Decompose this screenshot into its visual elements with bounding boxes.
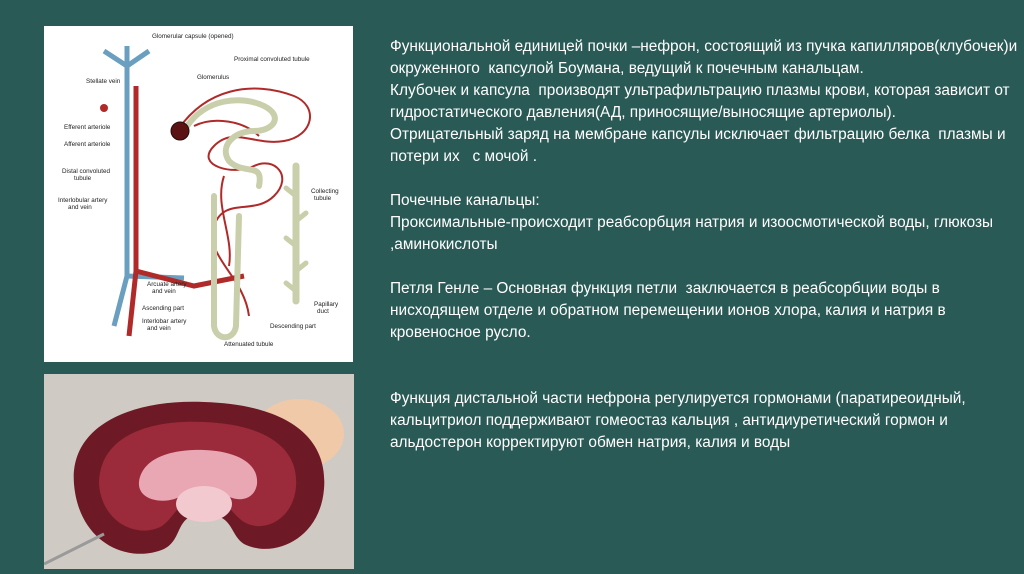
kidney-illustration xyxy=(44,374,354,569)
label-descending: Descending part xyxy=(270,323,316,330)
proximal-tubule xyxy=(184,100,275,186)
capillary-network xyxy=(174,89,310,316)
text-panel xyxy=(390,36,1020,454)
label-attenuated: Attenuated tubule xyxy=(224,341,274,348)
paragraph-tubules-heading: Почечные канальцы: xyxy=(390,192,540,209)
nephron-diagram: Glomerular capsule (opened) Proximal convoluted tubule Stellate vein Glomerulus Efferent arteriole Afferent arteriole Distal convoluted tubule Interlobular artery and vein Collecting tubule Arcuate artery and vein Ascending part Interlobar artery and vein Papillary duct Descending part Attenuated tubule xyxy=(44,26,353,362)
label-arcuate: Arcuate artery xyxy=(147,281,187,288)
label-glomerulus: Glomerulus xyxy=(197,74,230,81)
paragraph-distal: Функция дистальной части нефрона регулируется гормонами (паратиреоидный, кальцитриол поддерживают гомеостаз кальция , антидиуретический гормон и альдостерон корректируют обмен натрия, калия и воды xyxy=(390,390,970,451)
label-glomerular-capsule: Glomerular capsule (opened) xyxy=(152,33,234,40)
label-stellate-vein: Stellate vein xyxy=(86,78,121,85)
label-proximal-tubule: Proximal convoluted tubule xyxy=(234,56,310,63)
glomerulus xyxy=(171,122,189,140)
label-distal-tubule: Distal convoluted xyxy=(62,168,110,175)
paragraph-charge: Отрицательный заряд на мембране капсулы исключает фильтрацию белка плазмы и потери их с мочой . xyxy=(390,126,1010,165)
paragraph-henle-loop: Петля Генле – Основная функция петли заключается в реабсорбции воды в нисходящем отделе и обратном перемещении ионов хлора, калия и натрия в кровеносное русло. xyxy=(390,280,950,341)
paragraph-nephron: Функциональной единицей почки –нефрон, состоящий из пучка капилляров(клубочек)и окруженного капсулой Боумана, ведущий к почечным канальцам. xyxy=(390,38,1022,77)
label-collecting-tubule: Collecting xyxy=(311,188,339,195)
paragraph-proximal: Проксимальные-происходит реабсорбция натрия и изоосмотической воды, глюкозы ,аминокислоты xyxy=(390,214,998,253)
label-interlobar: Interlobar artery xyxy=(142,318,187,325)
label-interlobular: Interlobular artery xyxy=(58,197,108,204)
label-papillary-duct: Papillary xyxy=(314,301,339,308)
label-afferent-arteriole: Afferent arteriole xyxy=(64,141,111,148)
kidney-photo xyxy=(44,374,354,569)
label-efferent-arteriole: Efferent arteriole xyxy=(64,124,111,131)
paragraph-ultrafiltration: Клубочек и капсула производят ультрафильтрацию плазмы крови, которая зависит от гидростатического давления(АД, приносящие/выносящие артериолы). xyxy=(390,82,1014,121)
label-ascending: Ascending part xyxy=(142,305,185,312)
